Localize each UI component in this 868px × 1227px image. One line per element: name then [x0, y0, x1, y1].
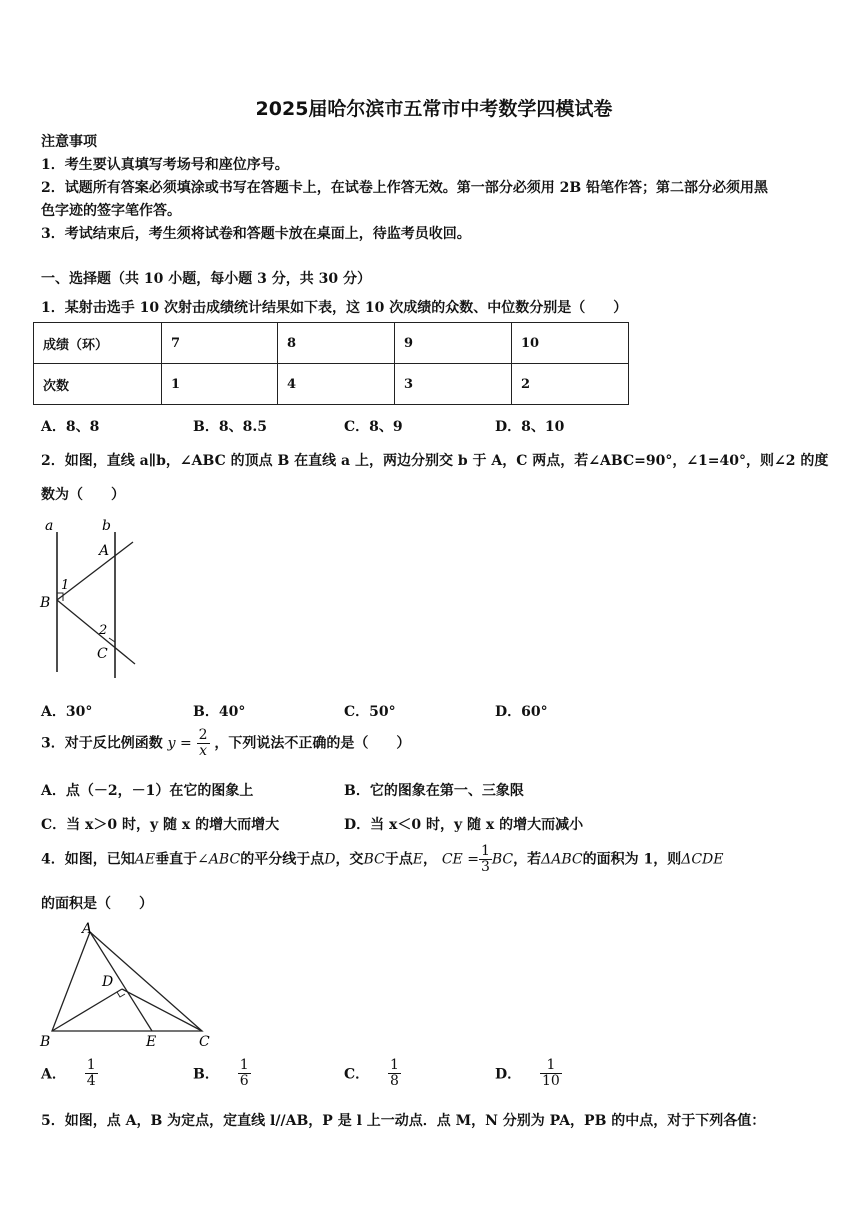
label-point-e: E	[146, 1034, 157, 1050]
label-point-c: C	[97, 646, 108, 662]
table-cell: 2	[512, 364, 629, 405]
right-angle-mark	[117, 992, 125, 997]
option-d: D．8、10	[495, 419, 565, 435]
stem-text: 的平分线于点	[240, 851, 325, 868]
label-angle-1: 1	[61, 578, 70, 593]
score-table	[33, 322, 629, 405]
option-d: D．60°	[495, 704, 548, 720]
stem-text: ，下列说法不正确的是（ ）	[214, 735, 411, 752]
label-point-b: B	[40, 1034, 51, 1050]
question-4-stem-cont: 的面积是（ ）	[41, 896, 153, 912]
math: BC	[363, 851, 385, 868]
option-d: D． $\frac{1}{10}$	[495, 1057, 560, 1089]
notice-heading: 注意事项	[41, 134, 97, 150]
option-c: C． $\frac{1}{8}$	[344, 1057, 399, 1089]
stem-text: 3．对于反比例函数	[41, 735, 163, 752]
section-heading: 一、选择题（共 10 小题，每小题 3 分，共 30 分）	[41, 271, 371, 287]
option-c: C．当 x＞0 时，y 随 x 的增大而增大	[41, 817, 280, 833]
math: ΔABC	[541, 851, 583, 868]
option-a: A．30°	[41, 704, 93, 720]
notice-item: 3．考试结束后，考生须将试卷和答题卡放在桌面上，待监考员收回。	[41, 226, 471, 242]
option-c: C．8、9	[344, 419, 403, 435]
table-cell: 3	[395, 364, 512, 405]
option-a: A．点（－2，－1）在它的图象上	[41, 783, 254, 799]
question-5-stem: 5．如图，点 A，B 为定点，定直线 l//AB，P 是 l 上一动点．点 M，N 分别为 PA，PB 的中点，对于下列各值：	[41, 1113, 766, 1129]
fraction: $\frac{2}{x}$	[198, 727, 208, 759]
stem-text: 于点	[384, 851, 413, 868]
table-cell: 次数	[34, 364, 162, 405]
math: E	[412, 851, 423, 868]
segment-bc	[57, 600, 135, 664]
table-cell: 8	[278, 323, 395, 364]
stem-text: 的面积为 1，则	[582, 851, 682, 868]
option-b: B． $\frac{1}{6}$	[193, 1057, 249, 1089]
label-b: b	[102, 518, 111, 534]
math: BC	[491, 851, 514, 868]
question-1-stem: 1．某射击选手 10 次射击成绩统计结果如下表，这 10 次成绩的众数、中位数分别是（ ）	[41, 300, 628, 316]
label-point-a: A	[99, 543, 110, 559]
segment-ae	[90, 932, 152, 1031]
option-c: C．50°	[344, 704, 396, 720]
table-cell: 4	[278, 364, 395, 405]
table-cell: 9	[395, 323, 512, 364]
table-cell: 1	[162, 364, 278, 405]
option-a: A． $\frac{1}{4}$	[41, 1057, 96, 1089]
table-cell: 7	[162, 323, 278, 364]
question-4-stem	[41, 844, 724, 875]
question-2-stem-cont: 数为（ ）	[41, 487, 125, 503]
table-cell: 10	[512, 323, 629, 364]
math: AE	[134, 851, 156, 868]
table-cell: 成绩（环）	[34, 323, 162, 364]
notice-item: 色字迹的签字笔作答。	[41, 203, 181, 219]
label-point-b: B	[40, 595, 51, 611]
triangle-figure	[36, 918, 216, 1050]
label-a: a	[45, 518, 54, 534]
notice-item: 2．试题所有答案必须填涂或书写在答题卡上，在试卷上作答无效。第一部分必须用 2B 铅笔作答；第二部分必须用黑	[41, 180, 769, 196]
stem-text: 4．如图，已知	[41, 851, 135, 868]
equation: y =	[167, 735, 192, 752]
option-a: A．8、8	[41, 419, 100, 435]
option-d: D．当 x＜0 时，y 随 x 的增大而减小	[344, 817, 584, 833]
equation: CE =	[441, 851, 479, 868]
math: ∠ABC	[197, 851, 241, 868]
stem-text: ，若	[513, 851, 542, 868]
math: D	[324, 851, 336, 868]
notice-item: 1．考生要认真填写考场号和座位序号。	[41, 157, 289, 173]
stem-text: ，	[422, 851, 437, 868]
parallel-lines-figure	[36, 512, 146, 682]
page-title: 2025届哈尔滨市五常市中考数学四模试卷	[255, 98, 613, 120]
option-b: B．8、8.5	[193, 419, 267, 435]
question-2-stem: 2．如图，直线 a∥b，∠ABC 的顶点 B 在直线 a 上，两边分别交 b 于 A，C 两点，若∠ABC=90°，∠1=40°，则∠2 的度	[41, 453, 829, 469]
fraction: $\frac{1}{3}$	[480, 843, 490, 875]
label-point-a: A	[82, 921, 93, 937]
question-3-stem	[41, 728, 410, 759]
label-point-c: C	[199, 1034, 210, 1050]
bisector-bd	[52, 989, 122, 1031]
table-row	[34, 323, 629, 364]
triangle-abc	[52, 932, 202, 1031]
table-row	[34, 364, 629, 405]
angle-mark	[109, 638, 115, 642]
math: ΔCDE	[681, 851, 724, 868]
option-b: B．它的图象在第一、三象限	[344, 783, 524, 799]
stem-text: 垂直于	[155, 851, 198, 868]
label-angle-2: 2	[99, 623, 108, 638]
stem-text: ，交	[335, 851, 364, 868]
option-b: B．40°	[193, 704, 246, 720]
label-point-d: D	[102, 974, 114, 990]
